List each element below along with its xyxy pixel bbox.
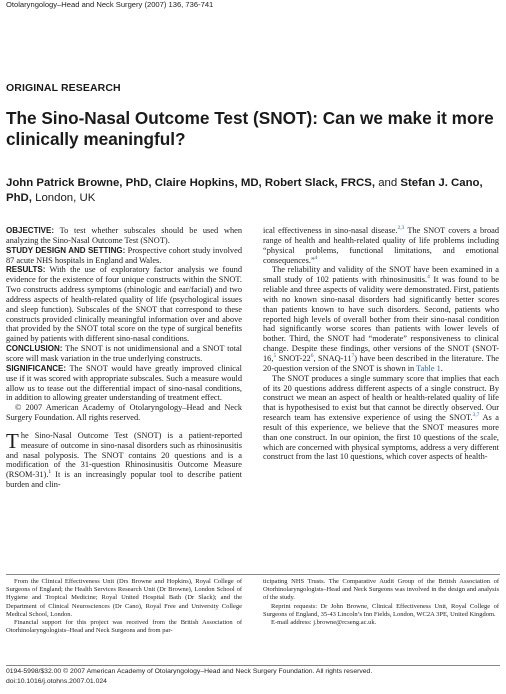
body-paragraph-1 (263, 226, 499, 265)
right-column (263, 226, 499, 462)
design-label: STUDY DESIGN AND SETTING: (6, 245, 126, 255)
results-label: RESULTS: (6, 265, 46, 275)
conclusion-text: The SNOT is not unidimensional and a SNOT total score will mask variation in the true underlying constructs. (6, 344, 242, 363)
author-hopkins: Claire Hopkins, MD, (154, 177, 262, 189)
p2-text-e: ) have been described in the literature. The 20-question version of the SNOT is shown in (263, 353, 499, 373)
funding-note: Financial support for this project was received from the British Association of Otorhinolaryngologists–Head and Neck Surgeons and from par- (6, 619, 242, 635)
abstract-copyright: © 2007 American Academy of Otolaryngology–Head and Neck Surgery Foundation. All rights reserved. (6, 403, 242, 423)
p3-text-a: The SNOT produces a single summary score that implies that each of its 20 questions address different aspects of a single construct. By construct we mean an aspect of health or health-related quality of life that is hypothesised to exist but that cannot be directly observed. Our research team has extensive experience of using the SNOT. (263, 373, 499, 423)
section-label: ORIGINAL RESEARCH (6, 82, 121, 94)
ref-4b[interactable]: 4 (427, 274, 430, 281)
significance-text: The SNOT would have greatly improved clinical use if it was scored with appropriate subscales. Such a measure would allow us to tease out the differential impact of sino-nasal conditions, in addition to allowing greater understanding of treatment effect. (6, 363, 242, 403)
ref-1[interactable]: 1 (48, 469, 52, 476)
body-paragraph-3 (263, 374, 499, 463)
body-paragraph-2 (263, 265, 499, 373)
issn-line: 0194-5998/$32.00 © 2007 American Academy of Otolaryngology–Head and Neck Surgery Foundation. All rights reserved. (6, 668, 373, 675)
p2-text-c: SNOT-22 (276, 353, 311, 363)
bottom-divider (6, 665, 500, 666)
significance-label: SIGNIFICANCE: (6, 363, 66, 373)
intro-paragraph (6, 428, 242, 490)
abstract-design (6, 246, 242, 266)
ref-3-7[interactable]: 3,7 (472, 412, 480, 419)
p2-text-d: , SNAQ-11 (313, 353, 352, 363)
objective-label: OBJECTIVE: (6, 226, 55, 235)
funding-note-continued: ticipating NHS Trusts. The Comparative Audit Group of the British Association of Otorhinolaryngologists–Head and Neck Surgeons was involved in the design and analysis of the study. (263, 578, 499, 602)
results-text: With the use of exploratory factor analysis we found evidence for the existence of four unique constructs within the SNOT. Two constructs address symptoms (rhinologic and ear/facial) and two address aspects of health-related quality of life (psychological issues and sleep function). Subscales of the SNOT that correspond to these constructs provided clinically meaningful information over and above that provided by the SNOT total score on the type of surgical benefits gained by patients with different sino-nasal conditions. (6, 265, 243, 344)
ref-2-3[interactable]: 2,3 (397, 225, 405, 232)
p1-text-a: ical effectiveness in sino-nasal disease. (263, 226, 398, 235)
objective-text: To test whether subscales should be used when analyzing the Sino-Nasal Outcome Test (SNOT). (6, 226, 243, 245)
intro-text-a: he Sino-Nasal Outcome Test (SNOT) is a patient-reported measure of outcome in sino-nasal disorders such as rhinosinusitis and nasal polyposis. The SNOT contains 20 questions and is a modification of the 31-question Rhinosinusitis Outcome Measure (RSOM-31). (6, 430, 242, 480)
table-1-link[interactable]: Table 1 (416, 363, 441, 373)
p2-text-a: The reliability and validity of the SNOT have been examined in a small study of 102 patients with rhinosinusitis. (263, 265, 499, 285)
ref-5[interactable]: 5 (273, 353, 277, 360)
running-head: Otolaryngology–Head and Neck Surgery (2007) 136, 736-741 (6, 0, 214, 9)
p2-text-b: It was found to be reliable and three aspects of validity were demonstrated. First, patients with no known sino-nasal disorders had significantly better scores than patients known to have such disorders. Second, patients who reported high levels of overall bother from their sino-nasal condition had significantly worse scores than patients with lower levels of bother. Third, the SNOT had “moderate” responsiveness to clinical change. Despite these findings, other versions of the SNOT (SNOT-16, (263, 275, 499, 363)
abstract-significance (6, 364, 242, 403)
abstract-conclusion (6, 344, 242, 364)
article-title: The Sino-Nasal Outcome Test (SNOT): Can we make it more clinically meaningful? (6, 108, 494, 149)
p1-text-b: The SNOT covers a broad range of health and health-related quality of life problems including “physical problems, functional limitations, and emotional consequences.” (263, 226, 499, 265)
p3-text-b: As a result of this experience, we believe that the SNOT measures more than one construct. In our opinion, the first 10 questions of the scale, which are concerned with physical symptoms, address a very different construct from the last 10 questions, which cover aspects of health- (263, 413, 500, 462)
design-text: Prospective cohort study involved 87 acute NHS hospitals in England and Wales. (6, 245, 242, 265)
footnote-divider (6, 574, 500, 575)
reprint-requests-note: Reprint requests: Dr John Browne, Clinical Effectiveness Unit, Royal College of Surgeons of England, 35-43 Lincoln’s Inn Fields, London, WC2A 3PE, United Kingdom. (263, 602, 499, 618)
conclusion-label: CONCLUSION: (6, 344, 63, 354)
ref-4[interactable]: 4 (314, 254, 318, 261)
drop-cap: T (6, 428, 19, 453)
email-note[interactable]: E-mail address: j.browne@rcseng.ac.uk. (271, 619, 377, 627)
author-conjunction: and (378, 177, 398, 189)
doi-line[interactable]: doi:10.1016/j.otohns.2007.01.024 (6, 678, 107, 685)
author-browne: John Patrick Browne, PhD, (6, 177, 152, 189)
author-list (6, 176, 502, 206)
author-cano: Stefan J. Cano, PhD, (6, 177, 483, 204)
footnotes-right (263, 578, 499, 627)
ref-7[interactable]: 7 (351, 353, 355, 360)
author-slack: Robert Slack, FRCS, (264, 177, 376, 189)
left-column (6, 226, 242, 490)
intro-text-b: It is an increasingly popular tool to describe patient burden and clin- (6, 470, 242, 490)
author-location: London, UK (35, 192, 96, 204)
p2-text-f: . (440, 363, 443, 373)
affiliations-note: From the Clinical Effectiveness Unit (Drs Browne and Hopkins), Royal College of Surgeons of England; the Health Services Research Unit (Dr Browne), London School of Hygiene and Tropical Medicine; Royal United Hospital Bath (Dr Slack); and the Department of Clinical Neurosciences (Dr Cano), Royal Free and University College Medical School, London. (6, 578, 242, 618)
abstract-objective (6, 226, 242, 246)
abstract-results (6, 265, 242, 344)
ref-6[interactable]: 6 (310, 353, 314, 360)
footnotes-left (6, 578, 242, 635)
